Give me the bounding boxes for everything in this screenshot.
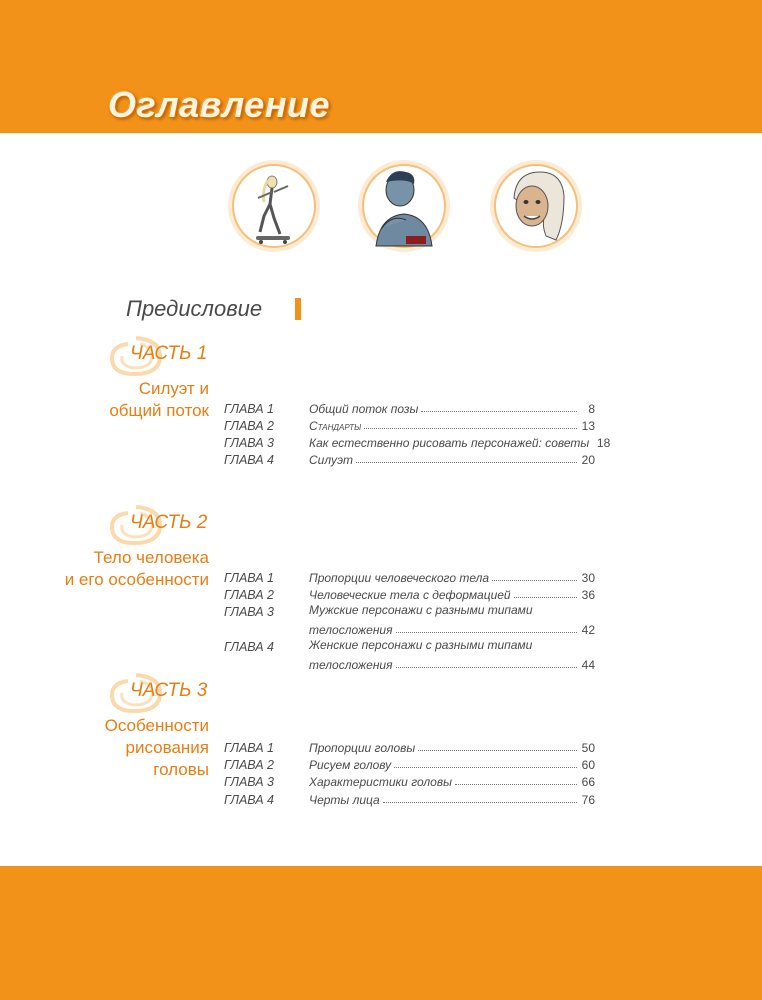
part-1-chapter-3-entry[interactable]: Как естественно рисовать персонажей: советы 18 (309, 436, 611, 450)
part-1-chapter-4-entry[interactable]: Силуэт 20 (309, 453, 595, 467)
part-2-chapter-1-entry[interactable]: Пропорции человеческого тела 30 (309, 571, 595, 585)
portrait-smiling-woman (488, 158, 584, 254)
portrait-skater-girl (226, 158, 322, 254)
part-3-chapter-3-number: ГЛАВА 3 (224, 775, 274, 789)
part-3-title: Особенности рисования головы (104, 716, 209, 779)
part-3-label[interactable]: ЧАСТЬ 3 (130, 680, 208, 701)
preface-marker (295, 298, 301, 320)
footer-band (0, 866, 762, 1000)
part-1-label[interactable]: ЧАСТЬ 1 (130, 343, 208, 364)
part-2-chapter-2-entry[interactable]: Человеческие тела с деформацией 36 (309, 588, 595, 602)
part-2-chapter-2-number: ГЛАВА 2 (224, 588, 274, 602)
part-1-chapter-2-entry[interactable]: Стандарты 13 (309, 419, 595, 433)
part-2-chapter-4-number: ГЛАВА 4 (224, 640, 274, 654)
part-2-chapter-1-number: ГЛАВА 1 (224, 571, 274, 585)
part-1-chapter-1-entry[interactable]: Общий поток позы 8 (309, 402, 595, 416)
part-3-chapter-4-number: ГЛАВА 4 (224, 793, 274, 807)
part-1-chapter-1-number: ГЛАВА 1 (224, 402, 274, 416)
preface-heading[interactable]: Предисловие (126, 296, 263, 321)
part-3-chapter-1-entry[interactable]: Пропорции головы 50 (309, 741, 595, 755)
part-2-chapter-3-entry[interactable]: Мужские персонажи с разными типами телосложения 42 (309, 603, 595, 637)
part-2-title: Тело человека и его особенности (64, 548, 209, 589)
part-2-chapter-4-entry[interactable]: Женские персонажи с разными типами телосложения 44 (309, 638, 595, 672)
part-3-chapter-2-entry[interactable]: Рисуем голову 60 (309, 758, 595, 772)
part-1-title: Силуэт и общий поток (109, 379, 209, 420)
part-2-label[interactable]: ЧАСТЬ 2 (130, 512, 208, 533)
part-1-chapter-4-number: ГЛАВА 4 (224, 453, 274, 467)
part-2-chapter-3-number: ГЛАВА 3 (224, 605, 274, 619)
part-3-chapter-3-entry[interactable]: Характеристики головы 66 (309, 775, 595, 789)
part-1-chapter-2-number: ГЛАВА 2 (224, 419, 274, 433)
portrait-muscular-man (356, 158, 452, 254)
part-1-chapter-3-number: ГЛАВА 3 (224, 436, 274, 450)
part-3-chapter-2-number: ГЛАВА 2 (224, 758, 274, 772)
page-title: Оглавление (108, 84, 331, 125)
part-3-chapter-1-number: ГЛАВА 1 (224, 741, 274, 755)
part-3-chapter-4-entry[interactable]: Черты лица 76 (309, 793, 595, 807)
